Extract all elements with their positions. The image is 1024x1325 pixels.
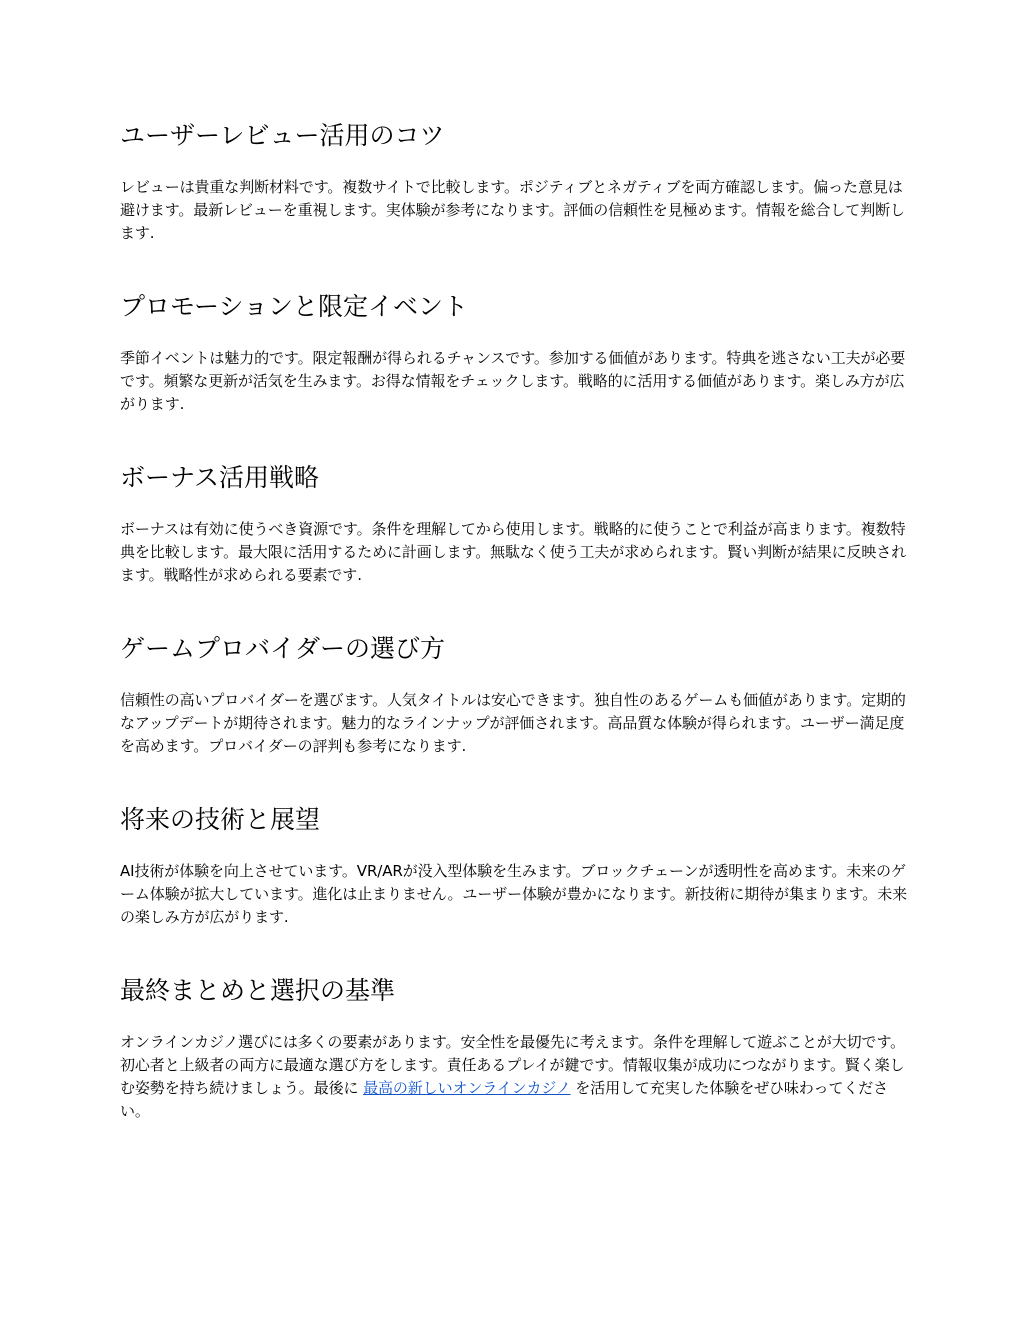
section-title: ボーナス活用戦略 [120, 463, 320, 492]
section-body: 季節イベントは魅力的です。限定報酬が得られるチャンスです。参加する価値があります。特典を逃さない工夫が必要です。頻繁な更新が活気を生みます。お得な情報をチェックします。戦略的に活用する価値があります。楽しみ方が広がります. [120, 349, 906, 413]
best-new-online-casino-link[interactable]: 最高の新しいオンラインカジノ [363, 1079, 571, 1097]
section-body: ボーナスは有効に使うべき資源です。条件を理解してから使用します。戦略的に使うことで利益が高まります。複数特典を比較します。最大限に活用するために計画します。無駄なく使う工夫が求められます。賢い判断が結果に反映されます。戦略性が求められる要素です. [120, 520, 907, 584]
section-title: 最終まとめと選択の基準 [120, 976, 396, 1005]
section-body: 信頼性の高いプロバイダーを選びます。人気タイトルは安心できます。独自性のあるゲームも価値があります。定期的なアップデートが期待されます。魅力的なラインナップが評価されます。高品質な体験が得られます。ユーザー満足度を高めます。プロバイダーの評判も参考になります. [120, 691, 906, 755]
section-promotions [120, 287, 910, 416]
document-page [120, 116, 910, 1165]
section-body [120, 1031, 910, 1123]
section-future-tech [120, 800, 910, 929]
section-body: AI技術が体験を向上させています。VR/ARが没入型体験を生みます。ブロックチェーンが透明性を高めます。未来のゲーム体験が拡大しています。進化は止まりません。ユーザー体験が豊かになります。新技術に期待が集まります。未来の楽しみ方が広がります. [120, 862, 908, 926]
body-text-after-link: を活用して充実した体験をぜひ味わってください。 [120, 1079, 889, 1120]
section-title: ユーザーレビュー活用のコツ [120, 121, 445, 150]
section-body: レビューは貴重な判断材料です。複数サイトで比較します。ポジティブとネガティブを両方確認します。偏った意見は避けます。最新レビューを重視します。実体験が参考になります。評価の信頼性を見極めます。情報を総合して判断します. [120, 178, 905, 242]
section-game-providers [120, 629, 910, 758]
body-text-before-link: オンラインカジノ選びには多くの要素があります。安全性を最優先に考えます。条件を理解して遊ぶことが大切です。初心者と上級者の両方に最適な選び方をします。責任あるプレイが鍵です。情報収集が成功につながります。賢く楽しむ姿勢を持ち続けましょう。最後に [120, 1033, 906, 1097]
section-title: 将来の技術と展望 [120, 805, 321, 834]
section-user-reviews [120, 116, 910, 245]
section-bonus-strategy [120, 458, 910, 587]
section-final-summary [120, 971, 910, 1123]
section-title: プロモーションと限定イベント [120, 292, 469, 321]
section-title: ゲームプロバイダーの選び方 [120, 634, 446, 663]
